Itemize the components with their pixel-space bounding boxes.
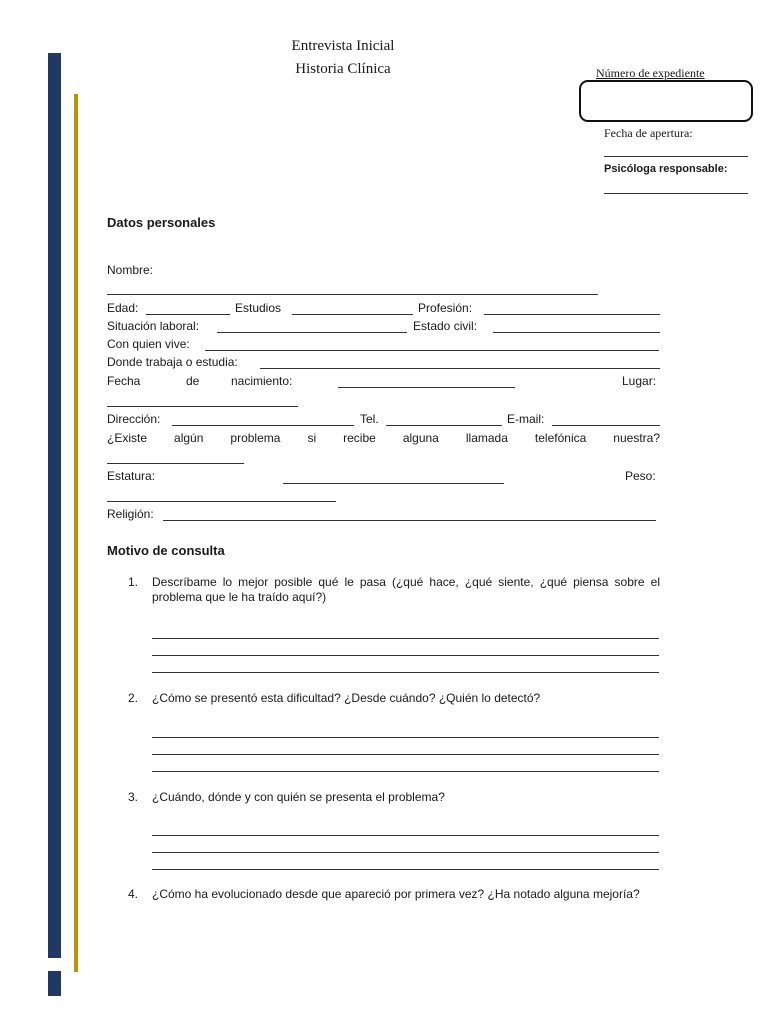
answer-line[interactable] xyxy=(152,655,659,656)
direccion-line[interactable] xyxy=(172,425,354,426)
answer-line[interactable] xyxy=(152,672,659,673)
left-gold-bar xyxy=(74,94,78,972)
left-navy-bar-bottom xyxy=(48,971,61,996)
answer-line[interactable] xyxy=(152,771,659,772)
peso-label: Peso: xyxy=(625,469,656,483)
question-number: 2. xyxy=(128,691,139,705)
nacimiento-word: nacimiento: xyxy=(231,374,293,388)
profesion-label: Profesión: xyxy=(418,301,473,315)
fecha-word: Fecha xyxy=(107,374,141,388)
fecha-apertura-line[interactable] xyxy=(604,156,748,157)
question-number: 1. xyxy=(128,575,139,589)
nombre-label: Nombre: xyxy=(107,263,154,277)
email-line[interactable] xyxy=(552,425,660,426)
estado-civil-line[interactable] xyxy=(493,332,660,333)
question-number: 3. xyxy=(128,790,139,804)
situacion-laboral-line[interactable] xyxy=(217,332,407,333)
motivo-consulta-heading: Motivo de consulta xyxy=(107,543,225,558)
religion-label: Religión: xyxy=(107,507,154,521)
answer-line[interactable] xyxy=(152,754,659,755)
religion-line[interactable] xyxy=(163,520,656,521)
question-number: 4. xyxy=(128,887,139,901)
edad-line[interactable] xyxy=(146,314,230,315)
question-text: Descríbame lo mejor posible qué le pasa (¿qué hace, ¿qué siente, ¿qué piensa sobre el problema que le ha traído aquí?) xyxy=(152,575,660,604)
tel-label: Tel. xyxy=(360,412,379,426)
lugar-line[interactable] xyxy=(107,406,298,407)
expediente-field[interactable] xyxy=(579,80,753,122)
expediente-label: Número de expediente xyxy=(596,66,705,80)
direccion-label: Dirección: xyxy=(107,412,161,426)
profesion-line[interactable] xyxy=(484,314,660,315)
document-subtitle: Historia Clínica xyxy=(295,61,391,77)
fecha-apertura-label: Fecha de apertura: xyxy=(604,126,693,140)
estudios-line[interactable] xyxy=(292,314,413,315)
answer-line[interactable] xyxy=(152,835,659,836)
tel-line[interactable] xyxy=(386,425,502,426)
fecha-nacimiento-line[interactable] xyxy=(338,387,515,388)
email-label: E-mail: xyxy=(507,412,545,426)
left-navy-bar xyxy=(48,53,61,958)
estado-civil-label: Estado civil: xyxy=(413,319,478,333)
situacion-laboral-label: Situación laboral: xyxy=(107,319,200,333)
edad-label: Edad: xyxy=(107,301,139,315)
psicologa-label: Psicóloga responsable: xyxy=(604,163,728,175)
llamada-question: ¿Existe algún problema si recibe alguna llamada telefónica nuestra? xyxy=(107,431,660,445)
lugar-label: Lugar: xyxy=(622,374,657,388)
answer-line[interactable] xyxy=(152,869,659,870)
question-text: ¿Cómo ha evolucionado desde que apareció por primera vez? ¿Ha notado alguna mejoría? xyxy=(152,887,640,901)
donde-trabaja-label: Donde trabaja o estudia: xyxy=(107,355,238,369)
de-word: de xyxy=(186,374,200,388)
estatura-label: Estatura: xyxy=(107,469,156,483)
datos-personales-heading: Datos personales xyxy=(107,215,216,230)
peso-line[interactable] xyxy=(107,501,336,502)
con-quien-vive-line[interactable] xyxy=(205,350,659,351)
llamada-line[interactable] xyxy=(107,463,244,464)
psicologa-line[interactable] xyxy=(604,193,748,194)
question-text: ¿Cómo se presentó esta dificultad? ¿Desde cuándo? ¿Quién lo detectó? xyxy=(152,691,541,705)
estudios-label: Estudios xyxy=(235,301,282,315)
answer-line[interactable] xyxy=(152,852,659,853)
answer-line[interactable] xyxy=(152,737,659,738)
nombre-line[interactable] xyxy=(107,294,598,295)
con-quien-vive-label: Con quien vive: xyxy=(107,337,190,351)
donde-trabaja-line[interactable] xyxy=(260,368,660,369)
estatura-line[interactable] xyxy=(283,483,504,484)
question-text: ¿Cuándo, dónde y con quién se presenta el problema? xyxy=(152,790,445,804)
document-title: Entrevista Inicial xyxy=(291,38,395,54)
answer-line[interactable] xyxy=(152,638,659,639)
